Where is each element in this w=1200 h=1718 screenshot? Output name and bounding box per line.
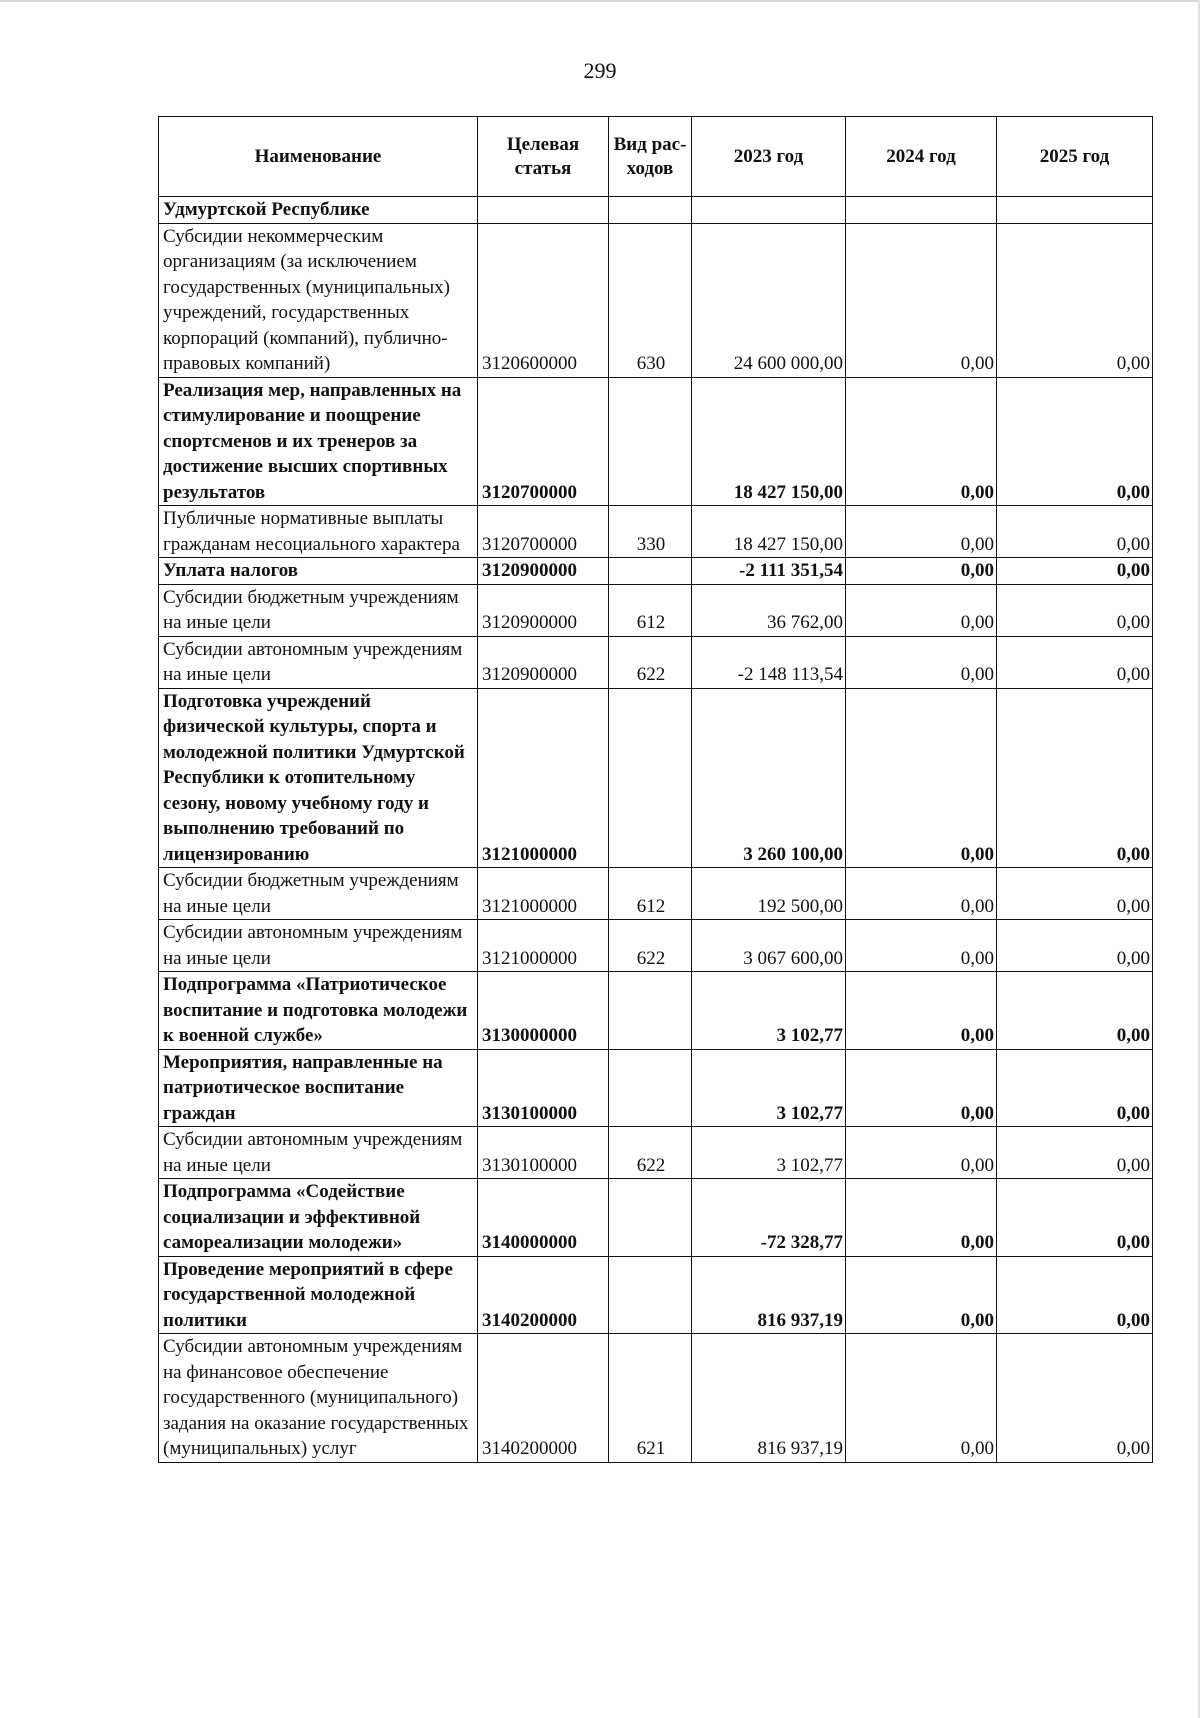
table-row [159, 223, 1153, 377]
cell-name: Субсидии автономным учреждениям на иные цели [159, 636, 478, 688]
cell-2024: 0,00 [846, 1334, 997, 1463]
cell-2025: 0,00 [997, 584, 1153, 636]
cell-2023: 3 067 600,00 [692, 920, 846, 972]
table-row [159, 1127, 1153, 1179]
cell-name: Субсидии бюджетным учреждениям на иные цели [159, 584, 478, 636]
cell-kind [609, 377, 692, 506]
cell-2023: 3 102,77 [692, 1127, 846, 1179]
cell-target [478, 197, 609, 224]
cell-2025: 0,00 [997, 1256, 1153, 1334]
cell-2025: 0,00 [997, 636, 1153, 688]
cell-2024: 0,00 [846, 688, 997, 868]
cell-name: Мероприятия, направленные на патриотическое воспитание граждан [159, 1049, 478, 1127]
cell-kind: 622 [609, 920, 692, 972]
cell-2025: 0,00 [997, 868, 1153, 920]
cell-target: 3140200000 [478, 1256, 609, 1334]
cell-kind [609, 688, 692, 868]
cell-target: 3130100000 [478, 1127, 609, 1179]
cell-kind [609, 1179, 692, 1257]
cell-2024: 0,00 [846, 868, 997, 920]
table-row [159, 1334, 1153, 1463]
cell-2025 [997, 197, 1153, 224]
cell-target: 3121000000 [478, 920, 609, 972]
cell-target: 3130100000 [478, 1049, 609, 1127]
table-row [159, 920, 1153, 972]
cell-2024: 0,00 [846, 1256, 997, 1334]
cell-kind: 622 [609, 1127, 692, 1179]
cell-2025: 0,00 [997, 558, 1153, 585]
cell-2025: 0,00 [997, 1179, 1153, 1257]
cell-name: Проведение мероприятий в сфере государственной молодежной политики [159, 1256, 478, 1334]
cell-2025: 0,00 [997, 1049, 1153, 1127]
table-body [159, 197, 1153, 1463]
cell-2024: 0,00 [846, 1049, 997, 1127]
header-name: Наименование [159, 117, 478, 197]
cell-2023: 24 600 000,00 [692, 223, 846, 377]
header-target: Целевая статья [478, 117, 609, 197]
cell-name: Субсидии автономным учреждениям на иные цели [159, 920, 478, 972]
cell-2023: 36 762,00 [692, 584, 846, 636]
cell-2025: 0,00 [997, 688, 1153, 868]
cell-kind: 630 [609, 223, 692, 377]
cell-kind: 622 [609, 636, 692, 688]
cell-2024: 0,00 [846, 223, 997, 377]
cell-name: Подготовка учреждений физической культуры, спорта и молодежной политики Удмуртской Республики к отопительному сезону, новому учебному году и выполнению требований по лицензированию [159, 688, 478, 868]
table-row [159, 1256, 1153, 1334]
table-row [159, 1049, 1153, 1127]
cell-2024: 0,00 [846, 377, 997, 506]
table-header [159, 117, 1153, 197]
cell-2023: 192 500,00 [692, 868, 846, 920]
cell-2023: -2 148 113,54 [692, 636, 846, 688]
table-row [159, 558, 1153, 585]
cell-target: 3140000000 [478, 1179, 609, 1257]
table-row [159, 1179, 1153, 1257]
table-row [159, 636, 1153, 688]
cell-name: Публичные нормативные выплаты гражданам несоциального характера [159, 506, 478, 558]
table-row [159, 197, 1153, 224]
cell-target: 3130000000 [478, 972, 609, 1050]
scan-edge-top [0, 0, 1200, 2]
cell-2024: 0,00 [846, 1179, 997, 1257]
cell-2025: 0,00 [997, 972, 1153, 1050]
budget-table [158, 116, 1153, 1463]
cell-2023: 3 102,77 [692, 1049, 846, 1127]
table-row [159, 506, 1153, 558]
cell-kind [609, 1256, 692, 1334]
cell-2023: 816 937,19 [692, 1256, 846, 1334]
cell-kind [609, 972, 692, 1050]
cell-2024: 0,00 [846, 1127, 997, 1179]
table-row [159, 584, 1153, 636]
table-row [159, 868, 1153, 920]
cell-2024: 0,00 [846, 972, 997, 1050]
cell-2024: 0,00 [846, 506, 997, 558]
cell-target: 3120700000 [478, 506, 609, 558]
cell-name: Подпрограмма «Патриотическое воспитание и подготовка молодежи к военной службе» [159, 972, 478, 1050]
cell-kind [609, 197, 692, 224]
cell-2023: 3 102,77 [692, 972, 846, 1050]
cell-2025: 0,00 [997, 1127, 1153, 1179]
cell-2024 [846, 197, 997, 224]
cell-target: 3140200000 [478, 1334, 609, 1463]
table-row [159, 688, 1153, 868]
table-row [159, 377, 1153, 506]
cell-name: Удмуртской Республике [159, 197, 478, 224]
cell-target: 3120900000 [478, 584, 609, 636]
cell-name: Подпрограмма «Содействие социализации и эффективной самореализации молодежи» [159, 1179, 478, 1257]
cell-2025: 0,00 [997, 1334, 1153, 1463]
cell-target: 3120700000 [478, 377, 609, 506]
cell-target: 3120900000 [478, 636, 609, 688]
cell-kind [609, 558, 692, 585]
cell-2025: 0,00 [997, 377, 1153, 506]
cell-2025: 0,00 [997, 506, 1153, 558]
cell-2023: 18 427 150,00 [692, 506, 846, 558]
cell-kind [609, 1049, 692, 1127]
cell-2023 [692, 197, 846, 224]
cell-2024: 0,00 [846, 558, 997, 585]
cell-kind: 330 [609, 506, 692, 558]
cell-kind: 621 [609, 1334, 692, 1463]
header-kind: Вид рас-ходов [609, 117, 692, 197]
cell-target: 3120900000 [478, 558, 609, 585]
cell-target: 3121000000 [478, 688, 609, 868]
cell-kind: 612 [609, 584, 692, 636]
cell-kind: 612 [609, 868, 692, 920]
table-row [159, 972, 1153, 1050]
cell-2024: 0,00 [846, 920, 997, 972]
cell-2025: 0,00 [997, 223, 1153, 377]
cell-target: 3121000000 [478, 868, 609, 920]
header-2023: 2023 год [692, 117, 846, 197]
cell-2023: -2 111 351,54 [692, 558, 846, 585]
cell-name: Реализация мер, направленных на стимулирование и поощрение спортсменов и их тренеров за достижение высших спортивных результатов [159, 377, 478, 506]
cell-2024: 0,00 [846, 636, 997, 688]
cell-2025: 0,00 [997, 920, 1153, 972]
header-2024: 2024 год [846, 117, 997, 197]
cell-target: 3120600000 [478, 223, 609, 377]
cell-2023: 3 260 100,00 [692, 688, 846, 868]
cell-2024: 0,00 [846, 584, 997, 636]
cell-name: Субсидии бюджетным учреждениям на иные цели [159, 868, 478, 920]
header-2025: 2025 год [997, 117, 1153, 197]
cell-2023: 816 937,19 [692, 1334, 846, 1463]
cell-name: Уплата налогов [159, 558, 478, 585]
page-number: 299 [583, 58, 617, 83]
cell-2023: -72 328,77 [692, 1179, 846, 1257]
cell-name: Субсидии автономным учреждениям на иные цели [159, 1127, 478, 1179]
cell-name: Субсидии автономным учреждениям на финансовое обеспечение государственного (муниципального) задания на оказание государственных (муниципальных) услуг [159, 1334, 478, 1463]
cell-2023: 18 427 150,00 [692, 377, 846, 506]
cell-name: Субсидии некоммерческим организациям (за исключением государственных (муниципальных) учреждений, государственных корпораций (компаний), публично-правовых компаний) [159, 223, 478, 377]
